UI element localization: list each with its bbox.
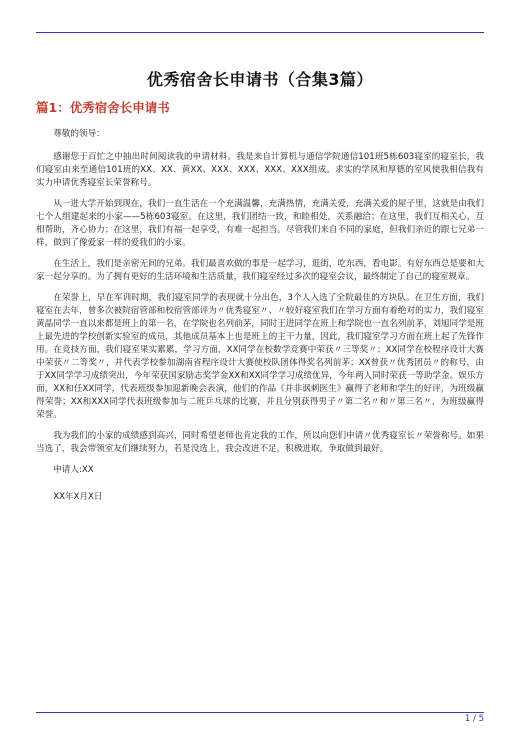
section-heading: 篇1：优秀宿舍长申请书	[36, 100, 170, 115]
paragraph-daily-life: 在生活上，我们是亲密无间的兄弟。我们最喜欢做的事是一起学习，逛街，吃东西，看电影。有好东西总是要和大家一起分享的。为了拥有更好的生活环境和生活质量，我们寝室经过多次的寝室会议，最终制定了自己的寝室规章。	[36, 259, 484, 282]
paragraph-honors: 在荣誉上，早在军训时期，我们寝室同学的表现就十分出色，3个人入选了全院最佳的方块队。在卫生方面，我们寝室在去年，曾多次被院宿管部和校宿管部评为〃优秀寝室〃、〃较好寝室我们在学习方面有着绝对的实力，我们寝室黄晶同学一直以来都是班上的第一名，在学院也名列前茅，同时王进同学在班上和学院也一直名列前茅，刘旭同学是班上最先进的学校创新实验室的成员，其他成员基本上也是班上的主干力量，因此，我们寝室学习方面在班上起了先锋作用。在竞技方面，我们寝室果实累累，学习方面，XX同学在校数学竞赛中荣获〃三等奖〃；XX同学在校程序设计大赛中荣获〃二等奖〃，并代表学校参加湖南省程序设计大赛使校队团体得奖名列前茅；XX曾获〃优秀团员〃的称号，由于XX同学学习成绩突出，今年荣获国家励志奖学金XX和XX同学学习成绩优异，今年两人同时荣获一等助学金。娱乐方面，XX和任XX同学，代表班级参加迎新晚会表演，他们的作品《并非讽刺医生》赢得了老师和学生的好评，为班级赢得荣誉；XX和XXX同学代表班级参加与二班乒乓球的比赛，并且分别获得男子〃第二名〃和〃第三名〃，为班级赢得荣誉。	[36, 293, 484, 420]
greeting: 尊敬的领导：	[53, 129, 105, 139]
paragraph-closing: 我为我们的小家的成绩感到高兴，同时希望老师也肯定我的工作，所以向您们申请〃优秀寝室长〃荣誉称号。如果当选了，我会带领室友们继续努力，若是没选上，我会改进不足，积极进取，争取做到最好。	[36, 431, 484, 454]
header-rule	[36, 32, 484, 33]
signature: 申请人:XX	[53, 465, 94, 475]
document-title: 优秀宿舍长申请书（合集3篇）	[146, 70, 374, 89]
footer-rule	[36, 712, 484, 713]
paragraph-dorm-life: 从一进大学开始到现在，我们一直生活在一个充满温馨，充满热情，充满关爱，充满关爱的屋子里，这就是由我们七个人组建起来的小家——5栋603寝室。在这里，我们团结一致，和睦相处，关系融洽；在这里，我们互相关心，互相帮助，齐心协力；在这里，我们有福一起享受，有难一起担当。尽管我们来自不同的家庭，但我们亲近的跟七兄弟一样，做到了像爱家一样的爱我们的小家。	[36, 199, 484, 248]
page-indicator: 1 / 5	[464, 714, 484, 724]
date: XX年X月X日	[53, 492, 103, 502]
document-body	[36, 128, 484, 518]
paragraph-intro: 感谢您于百忙之中抽出时间阅读我的申请材料。我是来自计算机与通信学院通信101班5栋603寝室的寝室长，我们寝室由来至通信101班的XX、XX、黄XX、XXX、XXX、XXX、XXX组成。求实的学风和厚德的室风使我相信我有实力申请优秀寝室长荣誉称号。	[36, 152, 484, 188]
